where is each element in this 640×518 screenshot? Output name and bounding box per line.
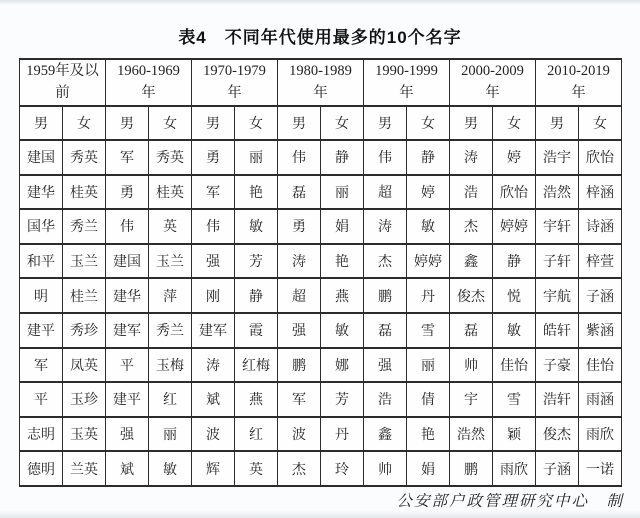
name-cell: 雪 xyxy=(493,382,536,417)
name-cell: 平 xyxy=(106,348,149,383)
name-cell: 丽 xyxy=(235,140,278,175)
name-cell: 静 xyxy=(321,140,364,175)
gender-header-cell: 女 xyxy=(407,106,450,140)
gender-header-cell: 男 xyxy=(192,106,235,140)
name-cell: 英 xyxy=(149,209,192,244)
name-cell: 娜 xyxy=(321,348,364,383)
name-cell: 秀英 xyxy=(63,140,106,175)
name-cell: 伟 xyxy=(364,140,407,175)
name-cell: 娟 xyxy=(407,451,450,486)
name-cell: 军 xyxy=(106,140,149,175)
name-cell: 红 xyxy=(149,382,192,417)
name-cell: 磊 xyxy=(278,175,321,210)
name-cell: 玲 xyxy=(321,451,364,486)
name-cell: 军 xyxy=(278,382,321,417)
name-cell: 悦 xyxy=(493,278,536,313)
name-cell: 杰 xyxy=(450,209,493,244)
name-cell: 伟 xyxy=(106,209,149,244)
name-cell: 宇 xyxy=(450,382,493,417)
name-cell: 平 xyxy=(20,382,63,417)
name-cell: 婷婷 xyxy=(407,244,450,279)
name-cell: 勇 xyxy=(106,175,149,210)
name-cell: 强 xyxy=(106,417,149,452)
name-cell: 波 xyxy=(192,417,235,452)
name-cell: 宇轩 xyxy=(536,209,579,244)
name-cell: 军 xyxy=(20,348,63,383)
name-cell: 欣怡 xyxy=(493,175,536,210)
name-cell: 佳怡 xyxy=(579,348,622,383)
table-row xyxy=(20,140,622,175)
decade-header-cell: 2010-2019 年 xyxy=(536,59,622,106)
name-cell: 浩然 xyxy=(450,417,493,452)
name-cell: 秀英 xyxy=(149,140,192,175)
name-cell: 斌 xyxy=(106,451,149,486)
name-cell: 子豪 xyxy=(536,348,579,383)
name-cell: 鑫 xyxy=(364,417,407,452)
table-row xyxy=(20,417,622,452)
name-cell: 德明 xyxy=(20,451,63,486)
name-cell: 芳 xyxy=(235,244,278,279)
name-cell: 涛 xyxy=(450,140,493,175)
name-cell: 敏 xyxy=(407,209,450,244)
name-cell: 婷 xyxy=(493,140,536,175)
page-title: 表4 不同年代使用最多的10个名字 xyxy=(178,28,462,47)
name-cell: 勇 xyxy=(192,140,235,175)
name-cell: 浩宇 xyxy=(536,140,579,175)
name-cell: 丽 xyxy=(407,348,450,383)
decade-header-cell: 1980-1989 年 xyxy=(278,59,364,106)
name-cell: 子涵 xyxy=(579,278,622,313)
name-cell: 燕 xyxy=(235,382,278,417)
name-cell: 皓轩 xyxy=(536,313,579,348)
name-cell: 玉梅 xyxy=(149,348,192,383)
name-cell: 丽 xyxy=(149,417,192,452)
name-cell: 建军 xyxy=(106,313,149,348)
name-cell: 艳 xyxy=(321,244,364,279)
name-cell: 梓涵 xyxy=(579,175,622,210)
table-row xyxy=(20,451,622,486)
decade-header-cell: 2000-2009 年 xyxy=(450,59,536,106)
table-row xyxy=(20,313,622,348)
gender-header-cell: 男 xyxy=(20,106,63,140)
name-cell: 建平 xyxy=(106,382,149,417)
name-cell: 建国 xyxy=(106,244,149,279)
name-cell: 明 xyxy=(20,278,63,313)
gender-header-cell: 女 xyxy=(235,106,278,140)
name-cell: 志明 xyxy=(20,417,63,452)
name-cell: 敏 xyxy=(235,209,278,244)
name-cell: 建华 xyxy=(106,278,149,313)
name-cell: 和平 xyxy=(20,244,63,279)
table-row xyxy=(20,175,622,210)
name-cell: 兰英 xyxy=(63,451,106,486)
name-cell: 敏 xyxy=(493,313,536,348)
name-cell: 倩 xyxy=(407,382,450,417)
name-cell: 刚 xyxy=(192,278,235,313)
name-cell: 超 xyxy=(364,175,407,210)
name-cell: 颖 xyxy=(493,417,536,452)
gender-header-cell: 男 xyxy=(364,106,407,140)
gender-header-cell: 女 xyxy=(321,106,364,140)
name-cell: 伟 xyxy=(278,140,321,175)
name-cell: 英 xyxy=(235,451,278,486)
name-cell: 红梅 xyxy=(235,348,278,383)
name-cell: 艳 xyxy=(235,175,278,210)
gender-header-cell: 男 xyxy=(278,106,321,140)
name-cell: 军 xyxy=(192,175,235,210)
name-cell: 俊杰 xyxy=(536,417,579,452)
name-cell: 宇航 xyxy=(536,278,579,313)
name-cell: 磊 xyxy=(364,313,407,348)
name-cell: 雨欣 xyxy=(493,451,536,486)
decade-header-row xyxy=(20,59,622,106)
name-cell: 帅 xyxy=(364,451,407,486)
name-cell: 诗涵 xyxy=(579,209,622,244)
footer-credit: 公安部户政管理研究中心 制 xyxy=(396,493,624,510)
name-cell: 雪 xyxy=(407,313,450,348)
name-cell: 桂英 xyxy=(63,175,106,210)
name-cell: 梓萱 xyxy=(579,244,622,279)
gender-header-cell: 男 xyxy=(536,106,579,140)
name-cell: 涛 xyxy=(278,244,321,279)
name-cell: 桂兰 xyxy=(63,278,106,313)
name-cell: 建国 xyxy=(20,140,63,175)
name-cell: 佳怡 xyxy=(493,348,536,383)
name-cell: 玉兰 xyxy=(149,244,192,279)
name-cell: 建华 xyxy=(20,175,63,210)
name-cell: 超 xyxy=(278,278,321,313)
name-cell: 娟 xyxy=(321,209,364,244)
name-cell: 玉兰 xyxy=(63,244,106,279)
name-cell: 鑫 xyxy=(450,244,493,279)
name-cell: 强 xyxy=(364,348,407,383)
name-cell: 萍 xyxy=(149,278,192,313)
name-cell: 静 xyxy=(493,244,536,279)
name-cell: 紫涵 xyxy=(579,313,622,348)
name-cell: 波 xyxy=(278,417,321,452)
name-cell: 桂英 xyxy=(149,175,192,210)
name-cell: 霞 xyxy=(235,313,278,348)
name-cell: 斌 xyxy=(192,382,235,417)
name-cell: 丹 xyxy=(321,417,364,452)
name-cell: 秀兰 xyxy=(149,313,192,348)
name-cell: 凤英 xyxy=(63,348,106,383)
name-cell: 芳 xyxy=(321,382,364,417)
name-cell: 建军 xyxy=(192,313,235,348)
name-cell: 涛 xyxy=(364,209,407,244)
gender-header-cell: 女 xyxy=(579,106,622,140)
name-cell: 鹏 xyxy=(278,348,321,383)
name-cell: 涛 xyxy=(192,348,235,383)
name-cell: 敏 xyxy=(149,451,192,486)
gender-header-cell: 男 xyxy=(450,106,493,140)
decade-header-cell: 1990-1999 年 xyxy=(364,59,450,106)
table-row xyxy=(20,209,622,244)
name-cell: 婷 xyxy=(407,175,450,210)
gender-header-cell: 女 xyxy=(63,106,106,140)
name-cell: 浩然 xyxy=(536,175,579,210)
name-cell: 燕 xyxy=(321,278,364,313)
name-cell: 鹏 xyxy=(450,451,493,486)
name-cell: 帅 xyxy=(450,348,493,383)
gender-header-cell: 女 xyxy=(149,106,192,140)
table-row xyxy=(20,244,622,279)
name-cell: 强 xyxy=(278,313,321,348)
name-cell: 强 xyxy=(192,244,235,279)
gender-header-cell: 女 xyxy=(493,106,536,140)
name-cell: 杰 xyxy=(364,244,407,279)
name-cell: 雨涵 xyxy=(579,382,622,417)
decade-header-cell: 1960-1969 年 xyxy=(106,59,192,106)
name-cell: 杰 xyxy=(278,451,321,486)
name-cell: 一诺 xyxy=(579,451,622,486)
table-row xyxy=(20,348,622,383)
name-cell: 浩 xyxy=(450,175,493,210)
names-table xyxy=(19,58,622,487)
name-cell: 子轩 xyxy=(536,244,579,279)
name-cell: 勇 xyxy=(278,209,321,244)
name-cell: 玉英 xyxy=(63,417,106,452)
name-cell: 静 xyxy=(235,278,278,313)
name-cell: 敏 xyxy=(321,313,364,348)
name-cell: 丽 xyxy=(321,175,364,210)
name-cell: 静 xyxy=(407,140,450,175)
name-cell: 秀兰 xyxy=(63,209,106,244)
name-cell: 欣怡 xyxy=(579,140,622,175)
name-cell: 国华 xyxy=(20,209,63,244)
name-cell: 艳 xyxy=(407,417,450,452)
gender-header-row xyxy=(20,106,622,140)
name-cell: 磊 xyxy=(450,313,493,348)
name-cell: 婷婷 xyxy=(493,209,536,244)
name-cell: 俊杰 xyxy=(450,278,493,313)
name-cell: 建平 xyxy=(20,313,63,348)
table-row xyxy=(20,382,622,417)
name-cell: 辉 xyxy=(192,451,235,486)
decade-header-cell: 1970-1979 年 xyxy=(192,59,278,106)
gender-header-cell: 男 xyxy=(106,106,149,140)
name-cell: 子涵 xyxy=(536,451,579,486)
table-row xyxy=(20,278,622,313)
name-cell: 浩轩 xyxy=(536,382,579,417)
name-cell: 伟 xyxy=(192,209,235,244)
name-cell: 浩 xyxy=(364,382,407,417)
name-cell: 丹 xyxy=(407,278,450,313)
name-cell: 鹏 xyxy=(364,278,407,313)
name-cell: 玉珍 xyxy=(63,382,106,417)
name-cell: 雨欣 xyxy=(579,417,622,452)
name-cell: 红 xyxy=(235,417,278,452)
decade-header-cell: 1959年及以 前 xyxy=(20,59,106,106)
name-cell: 秀珍 xyxy=(63,313,106,348)
